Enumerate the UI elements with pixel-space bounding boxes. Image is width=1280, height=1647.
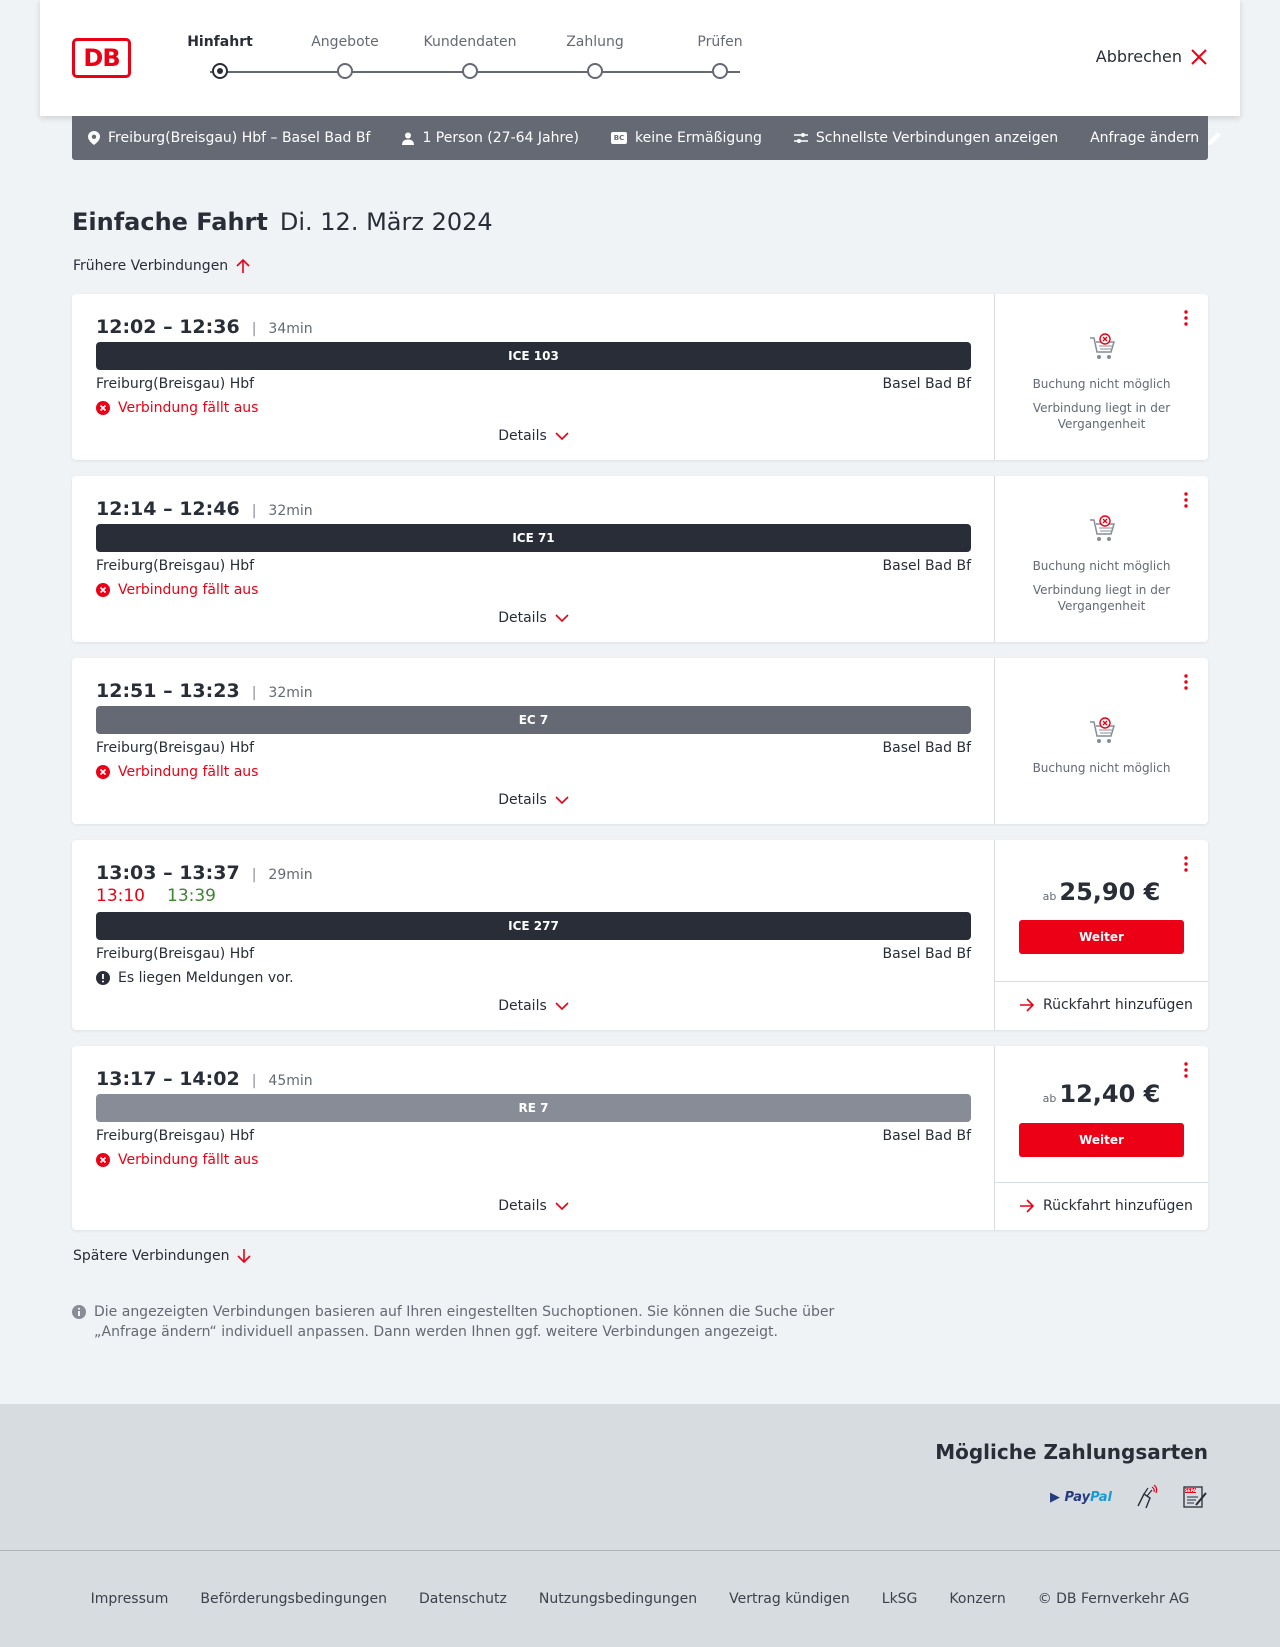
status-message: Verbindung fällt aus — [96, 1152, 258, 1168]
earlier-connections-link[interactable]: Frühere Verbindungen — [73, 258, 250, 274]
status-message: Verbindung fällt aus — [96, 764, 258, 780]
details-toggle[interactable]: Details — [72, 1198, 995, 1214]
continue-button[interactable]: Weiter — [1019, 1123, 1184, 1157]
step-dot-icon — [212, 63, 228, 79]
booking-unavailable: Buchung nicht möglich — [1032, 761, 1171, 775]
more-options-icon[interactable] — [1180, 1060, 1192, 1080]
divider — [995, 981, 1208, 982]
person-icon — [402, 132, 414, 145]
status-message: Verbindung fällt aus — [96, 400, 258, 416]
details-toggle[interactable]: Details — [72, 998, 995, 1014]
status-message: Es liegen Meldungen vor. — [96, 970, 294, 986]
status-message: Verbindung fällt aus — [96, 582, 258, 598]
arrow-right-icon — [1019, 998, 1035, 1012]
connection-times: 13:03 – 13:37 | 29min — [96, 862, 313, 884]
stations: Freiburg(Breisgau) Hbf Basel Bad Bf — [96, 946, 971, 962]
step-pruefen: Prüfen — [670, 34, 770, 50]
chevron-down-icon — [555, 1002, 569, 1010]
progress-stepper — [170, 34, 780, 84]
details-toggle[interactable]: Details — [72, 610, 995, 626]
add-return-trip-button[interactable]: Rückfahrt hinzufügen — [1019, 1198, 1193, 1214]
info-note: Die angezeigten Verbindungen basieren auf Ihren eingestellten Suchoptionen. Sie können die Suche über „Anfrage ändern“ individuell anpassen. Dann werden Ihnen ggf. weitere Verbindungen angezeigt. — [72, 1302, 852, 1342]
pencil-icon — [1207, 131, 1222, 146]
info-icon — [72, 1305, 86, 1319]
chevron-down-icon — [555, 796, 569, 804]
booking-unavailable: Buchung nicht möglich — [1032, 559, 1171, 573]
realtime-times — [96, 886, 216, 906]
discount-summary: BC keine Ermäßigung — [611, 130, 762, 146]
booking-unavailable: Buchung nicht möglich — [1032, 377, 1171, 391]
duration: 32min — [268, 685, 313, 701]
page-title: Einfache Fahrt Di. 12. März 2024 — [72, 208, 493, 236]
actual-arrival: 13:39 — [167, 886, 216, 906]
more-options-icon[interactable] — [1180, 308, 1192, 328]
step-dot-icon — [712, 63, 728, 79]
price: ab 25,90 € — [1042, 878, 1161, 906]
connection-card — [72, 1046, 1208, 1230]
later-connections-link[interactable]: Spätere Verbindungen — [73, 1248, 251, 1264]
chevron-down-icon — [555, 614, 569, 622]
footer-links — [0, 1550, 1280, 1647]
arrow-down-icon — [237, 1248, 251, 1264]
stations: Freiburg(Breisgau) Hbf Basel Bad Bf — [96, 558, 971, 574]
footer-link-vertrag[interactable]: Vertrag kündigen — [729, 1591, 850, 1607]
error-circle-icon — [96, 401, 110, 415]
step-dot-icon — [587, 63, 603, 79]
more-options-icon[interactable] — [1180, 490, 1192, 510]
duration: 45min — [268, 1073, 313, 1089]
contactless-card-icon — [1134, 1484, 1160, 1510]
chevron-down-icon — [555, 1202, 569, 1210]
more-options-icon[interactable] — [1180, 672, 1192, 692]
footer-link-konzern[interactable]: Konzern — [949, 1591, 1006, 1607]
continue-button[interactable]: Weiter — [1019, 920, 1184, 954]
train-bar[interactable]: RE 7 — [96, 1094, 971, 1122]
route-summary: Freiburg(Breisgau) Hbf – Basel Bad Bf — [88, 130, 370, 146]
connection-times: 12:14 – 12:46 | 32min — [96, 498, 313, 520]
step-dot-icon — [462, 63, 478, 79]
connection-card — [72, 294, 1208, 460]
step-angebote: Angebote — [295, 34, 395, 50]
db-logo[interactable]: DB — [72, 38, 131, 78]
connection-times: 12:02 – 12:36 | 34min — [96, 316, 313, 338]
connection-card — [72, 476, 1208, 642]
footer-copyright: © DB Fernverkehr AG — [1037, 1591, 1190, 1607]
travel-date: Di. 12. März 2024 — [279, 208, 493, 236]
arrow-up-icon — [236, 258, 250, 274]
cart-unavailable-icon — [1087, 716, 1117, 746]
connection-times: 12:51 – 13:23 | 32min — [96, 680, 313, 702]
footer-link-nutzung[interactable]: Nutzungsbedingungen — [538, 1591, 698, 1607]
connection-card — [72, 840, 1208, 1030]
payment-methods: Mögliche Zahlungsarten ▶ PayPal SEPA — [0, 1404, 1280, 1550]
delayed-departure: 13:10 — [96, 886, 145, 906]
train-bar[interactable]: ICE 71 — [96, 524, 971, 552]
error-circle-icon — [96, 765, 110, 779]
close-icon — [1190, 48, 1208, 66]
price: ab 12,40 € — [1042, 1080, 1161, 1108]
search-summary-bar — [72, 116, 1208, 160]
step-dot-icon — [337, 63, 353, 79]
add-return-trip-button[interactable]: Rückfahrt hinzufügen — [1019, 997, 1193, 1013]
error-circle-icon — [96, 583, 110, 597]
paypal-icon: ▶ PayPal — [1049, 1489, 1112, 1505]
details-toggle[interactable]: Details — [72, 792, 995, 808]
details-toggle[interactable]: Details — [72, 428, 995, 444]
duration: 29min — [268, 867, 313, 883]
duration: 34min — [268, 321, 313, 337]
train-bar[interactable]: EC 7 — [96, 706, 971, 734]
booking-reason: Verbindung liegt in der Vergangenheit — [1032, 583, 1171, 613]
connection-card — [72, 658, 1208, 824]
stations: Freiburg(Breisgau) Hbf Basel Bad Bf — [96, 376, 971, 392]
passengers-summary: 1 Person (27-64 Jahre) — [402, 130, 579, 146]
booking-reason: Verbindung liegt in der Vergangenheit — [1032, 401, 1171, 431]
footer-link-befoerderung[interactable]: Beförderungsbedingungen — [200, 1591, 387, 1607]
cart-unavailable-icon — [1087, 332, 1117, 362]
step-zahlung: Zahlung — [545, 34, 645, 50]
bahncard-icon: BC — [611, 132, 627, 144]
connection-times: 13:17 – 14:02 | 45min — [96, 1068, 313, 1090]
footer-link-lksg[interactable]: LkSG — [881, 1591, 918, 1607]
arrow-right-icon — [1019, 1199, 1035, 1213]
cart-unavailable-icon — [1087, 514, 1117, 544]
divider — [995, 1182, 1208, 1183]
alert-circle-icon — [96, 971, 110, 985]
fastest-option: Schnellste Verbindungen anzeigen — [794, 130, 1058, 146]
footer-link-datenschutz[interactable]: Datenschutz — [418, 1591, 507, 1607]
location-pin-icon — [88, 131, 100, 145]
footer-link-impressum[interactable]: Impressum — [90, 1591, 169, 1607]
step-kundendaten: Kundendaten — [420, 34, 520, 50]
edit-search-button[interactable]: Anfrage ändern — [1090, 130, 1222, 146]
error-circle-icon — [96, 1153, 110, 1167]
more-options-icon[interactable] — [1180, 854, 1192, 874]
chevron-down-icon — [555, 432, 569, 440]
step-hinfahrt: Hinfahrt — [170, 34, 270, 50]
stations: Freiburg(Breisgau) Hbf Basel Bad Bf — [96, 1128, 971, 1144]
train-bar[interactable]: ICE 103 — [96, 342, 971, 370]
filter-sliders-icon — [794, 132, 808, 144]
duration: 32min — [268, 503, 313, 519]
cancel-button[interactable]: Abbrechen — [1096, 47, 1208, 66]
header — [40, 0, 1240, 116]
sepa-icon: SEPA — [1182, 1485, 1208, 1509]
train-bar[interactable]: ICE 277 — [96, 912, 971, 940]
stations: Freiburg(Breisgau) Hbf Basel Bad Bf — [96, 740, 971, 756]
